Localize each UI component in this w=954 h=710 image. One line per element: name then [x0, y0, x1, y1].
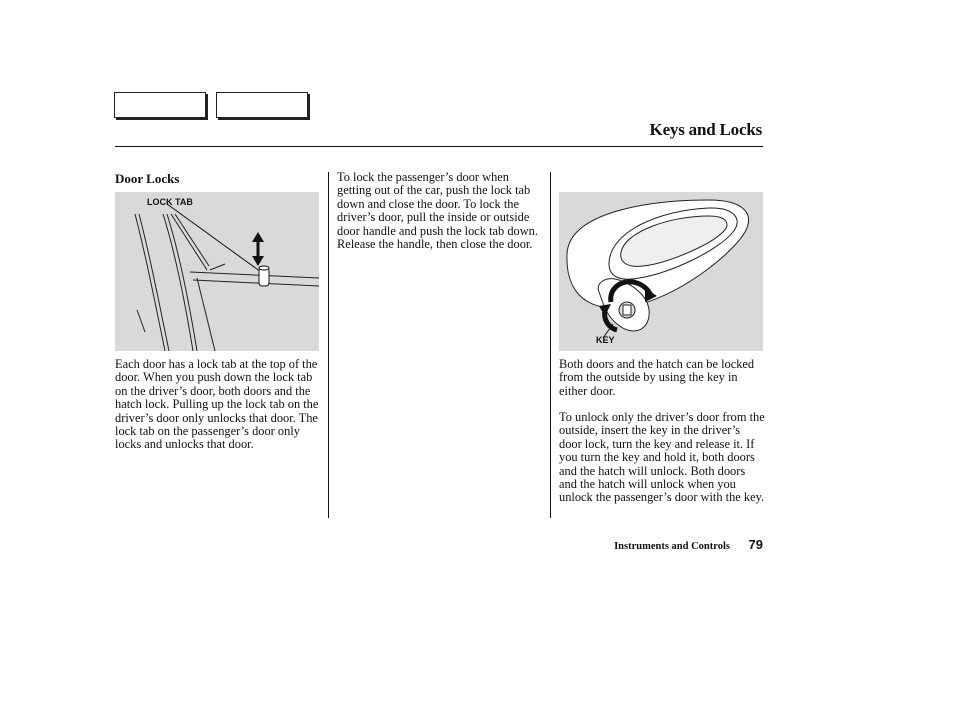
arrow-up-icon — [252, 232, 264, 242]
page-number: 79 — [748, 537, 763, 552]
section-heading: Door Locks — [115, 171, 180, 186]
arrow-down-icon — [252, 256, 264, 266]
header-rule — [115, 146, 763, 147]
left-column-paragraph: Each door has a lock tab at the top of the door. When you push down the lock tab on the driver’s door, both doors and the hatch lock. Pulling up the lock tab on the driver’s door only unlocks that door. The lock tab on the passenger’s door only locks and unlocks that door. — [115, 357, 319, 452]
column-divider-1 — [328, 172, 329, 518]
nav-tab-box-1[interactable] — [114, 92, 206, 118]
lock-tab-illustration — [115, 192, 319, 351]
key-lock-illustration — [559, 192, 763, 351]
right-column-paragraph-2: To unlock only the driver’s door from the outside, insert the key in the driver’s door lock, turn the key and release it. If you turn the key and hold it, both doors and the hatch will unlock. Both doors and the hatch will unlock when you unlock the passenger’s door with the key. — [559, 410, 765, 505]
nav-tab-box-2[interactable] — [216, 92, 308, 118]
key-label: KEY — [596, 335, 615, 345]
middle-column-paragraph: To lock the passenger’s door when getting out of the car, push the lock tab down and close the door. To lock the driver’s door, pull the inside or outside door handle and push the lock tab down. Release the handle, then close the door. — [337, 170, 538, 252]
door-handle-drawing — [559, 192, 763, 351]
column-divider-2 — [550, 172, 551, 518]
right-column-paragraph-1: Both doors and the hatch can be locked from the outside by using the key in either door. — [559, 357, 755, 398]
lock-tab-label: LOCK TAB — [147, 197, 193, 207]
lock-tab-drawing — [115, 192, 319, 351]
page-title: Keys and Locks — [649, 120, 762, 139]
footer-section-name: Instruments and Controls — [614, 541, 730, 552]
